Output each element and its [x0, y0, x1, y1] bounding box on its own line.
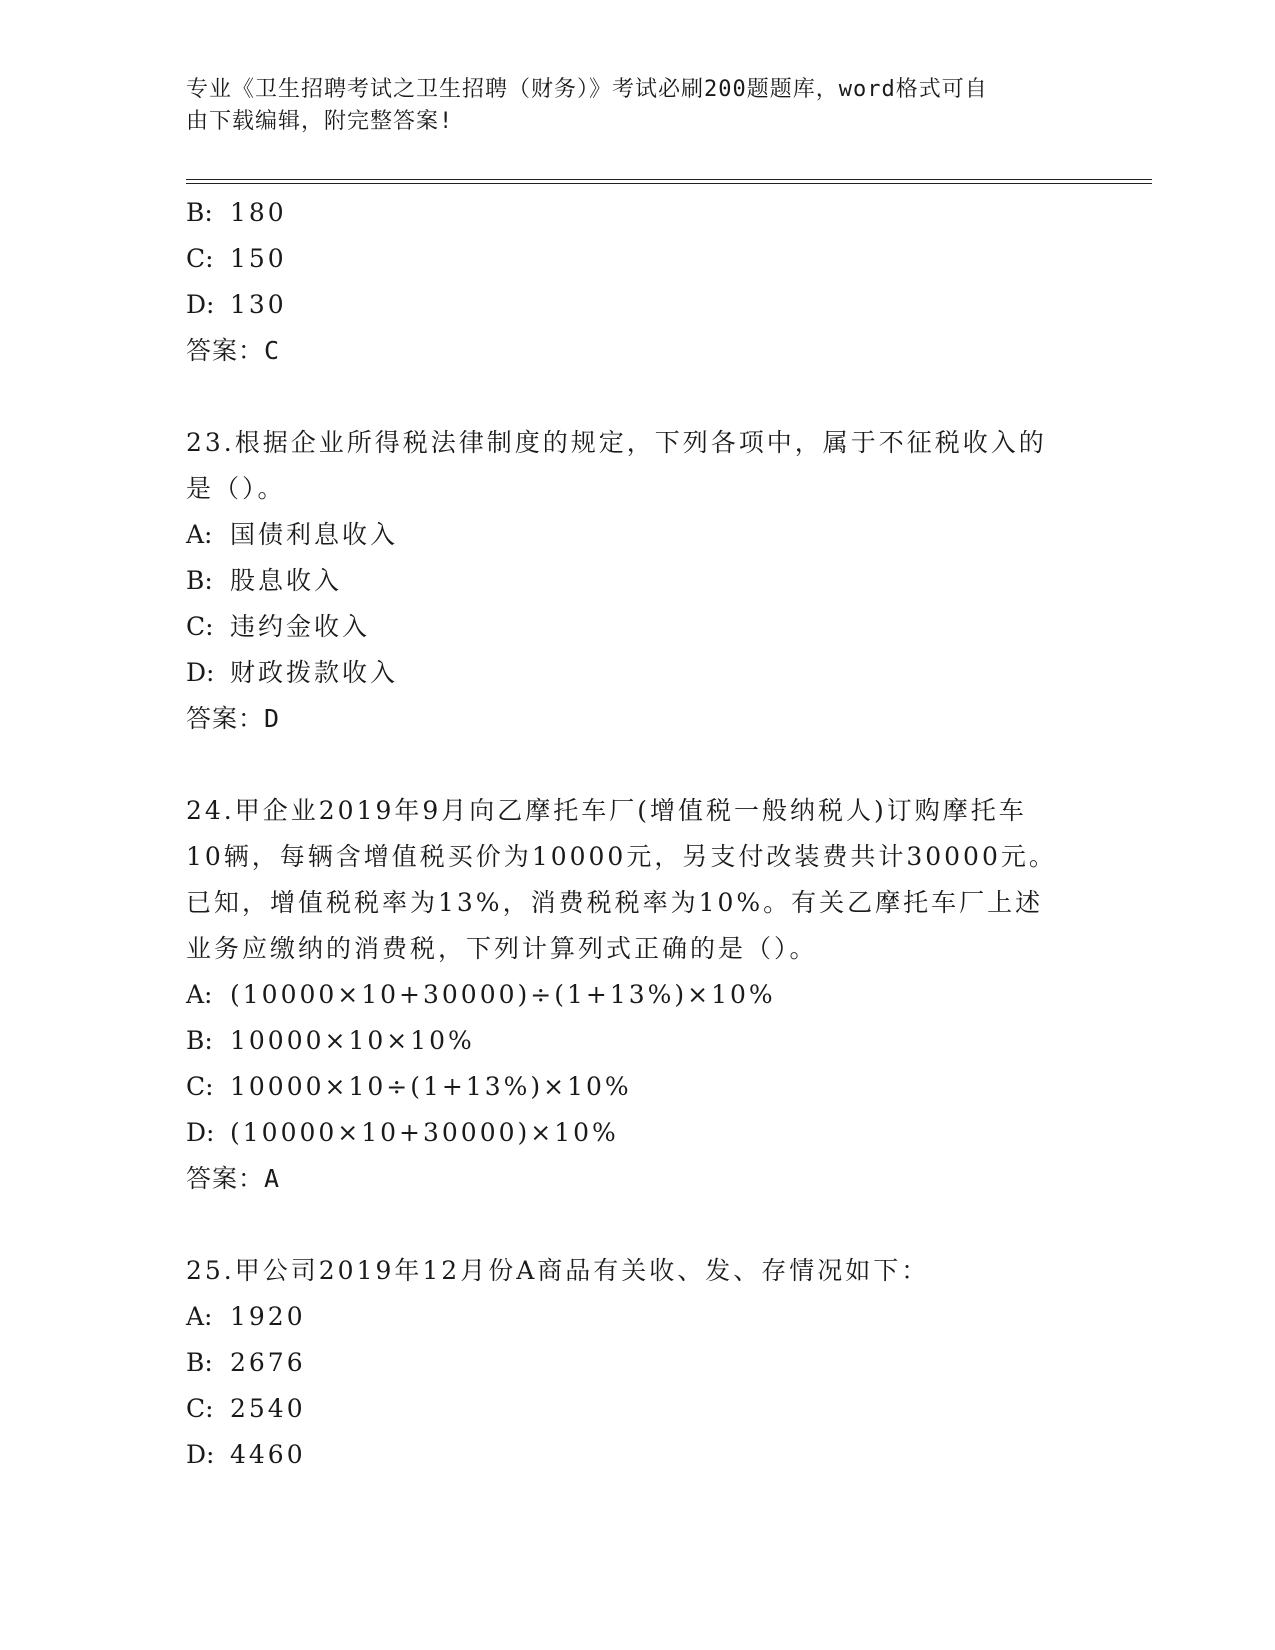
- option-d: [186, 1432, 1086, 1478]
- answer-line: 答案：A: [186, 1164, 281, 1193]
- option-label: B:: [186, 198, 213, 227]
- option-d: [186, 650, 1086, 696]
- header-line-1: 专业《卫生招聘考试之卫生招聘（财务）》考试必刷200题题库，word格式可自: [186, 77, 988, 102]
- option-label: C:: [186, 612, 214, 641]
- option-a: [186, 972, 1086, 1018]
- option-label: B:: [186, 1348, 213, 1377]
- option-text: 130: [230, 290, 287, 319]
- option-text: 违约金收入: [230, 612, 371, 641]
- option-text: 4460: [230, 1440, 306, 1469]
- option-text: 2676: [230, 1348, 306, 1377]
- option-text: (10000×10+30000)÷(1+13%)×10%: [230, 980, 776, 1009]
- option-label: C:: [186, 1394, 214, 1423]
- option-label: D:: [186, 1440, 215, 1469]
- document-header: [186, 74, 1076, 138]
- option-text: 150: [230, 244, 287, 273]
- option-text: 10000×10÷(1+13%)×10%: [230, 1072, 632, 1101]
- option-text: 国债利息收入: [230, 520, 399, 549]
- option-b: [186, 1018, 1086, 1064]
- option-label: C:: [186, 244, 214, 273]
- header-rule-bottom: [186, 183, 1152, 184]
- option-label: A:: [186, 1302, 213, 1331]
- option-label: D:: [186, 290, 215, 319]
- question-23: [186, 420, 1086, 742]
- option-c: [186, 1064, 1086, 1110]
- option-label: C:: [186, 1072, 214, 1101]
- question-stem-line: 业务应缴纳的消费税，下列计算列式正确的是（）。: [186, 934, 818, 963]
- question-24: [186, 788, 1086, 1202]
- option-text: 股息收入: [230, 566, 343, 595]
- option-b: [186, 558, 1086, 604]
- option-a: [186, 512, 1086, 558]
- option-text: 1920: [230, 1302, 306, 1331]
- option-text: 财政拨款收入: [230, 658, 399, 687]
- option-text: 2540: [230, 1394, 306, 1423]
- option-d: [186, 1110, 1086, 1156]
- header-line-2: 由下载编辑，附完整答案!: [186, 109, 454, 134]
- header-rule-top: [186, 179, 1152, 180]
- question-stem-line: 25.甲公司2019年12月份A商品有关收、发、存情况如下：: [186, 1256, 930, 1285]
- option-b: [186, 190, 1086, 236]
- option-c: [186, 1386, 1086, 1432]
- option-text: 10000×10×10%: [230, 1026, 475, 1055]
- question-stem-line: 10辆，每辆含增值税买价为10000元，另支付改装费共计30000元。: [186, 842, 1057, 871]
- option-label: A:: [186, 980, 213, 1009]
- option-label: B:: [186, 1026, 213, 1055]
- question-stem-line: 24.甲企业2019年9月向乙摩托车厂(增值税一般纳税人)订购摩托车: [186, 796, 1027, 825]
- option-a: [186, 1294, 1086, 1340]
- option-label: A:: [186, 520, 213, 549]
- option-b: [186, 1340, 1086, 1386]
- option-c: [186, 604, 1086, 650]
- option-text: 180: [230, 198, 287, 227]
- question-22: [186, 190, 1086, 374]
- option-label: D:: [186, 1118, 215, 1147]
- answer-line: 答案：D: [186, 704, 281, 733]
- option-label: D:: [186, 658, 215, 687]
- option-d: [186, 282, 1086, 328]
- question-list: [186, 190, 1086, 1478]
- question-stem-line: 是（）。: [186, 474, 286, 503]
- spacer: [186, 742, 1086, 788]
- option-c: [186, 236, 1086, 282]
- answer-line: 答案：C: [186, 336, 281, 365]
- question-stem-line: 23.根据企业所得税法律制度的规定，下列各项中，属于不征税收入的: [186, 428, 1047, 457]
- option-label: B:: [186, 566, 213, 595]
- question-stem-line: 已知，增值税税率为13%，消费税税率为10%。有关乙摩托车厂上述: [186, 888, 1044, 917]
- spacer: [186, 374, 1086, 420]
- question-25: [186, 1248, 1086, 1478]
- spacer: [186, 1202, 1086, 1248]
- option-text: (10000×10+30000)×10%: [230, 1118, 619, 1147]
